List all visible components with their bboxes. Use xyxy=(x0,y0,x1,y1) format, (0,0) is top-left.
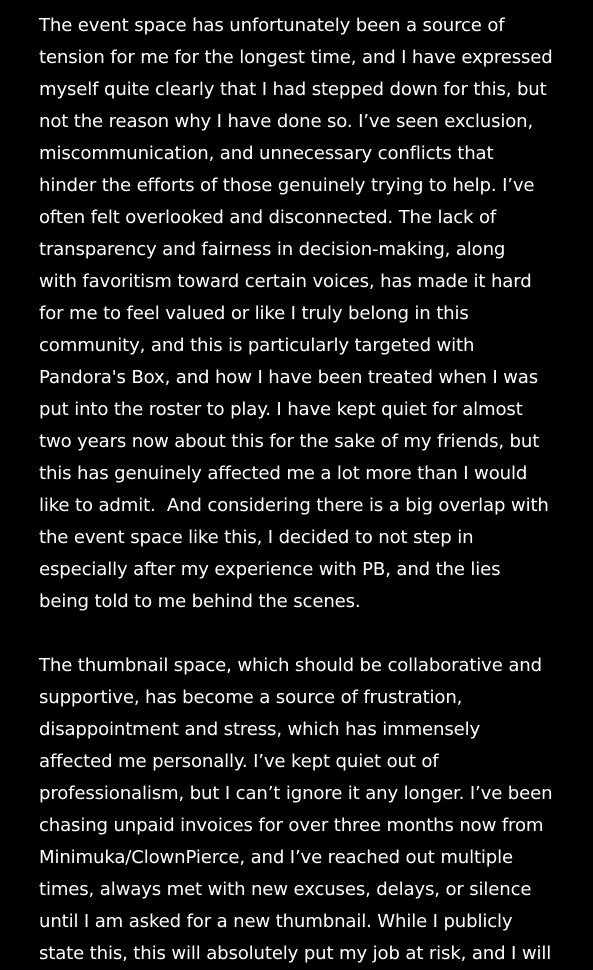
paragraph-spacer xyxy=(39,618,584,650)
text-line: miscommunication, and unnecessary conflicts that xyxy=(39,143,494,164)
text-line: for me to feel valued or like I truly belong in this xyxy=(39,303,469,324)
text-line: hinder the efforts of those genuinely trying to help. I’ve xyxy=(39,175,535,196)
text-line: not the reason why I have done so. I’ve seen exclusion, xyxy=(39,111,534,132)
text-line: disappointment and stress, which has immensely xyxy=(39,719,481,740)
text-line: professionalism, but I can’t ignore it any longer. I’ve been xyxy=(39,783,553,804)
text-line: the event space like this, I decided to not step in xyxy=(39,527,474,548)
text-line: tension for me for the longest time, and I have expressed xyxy=(39,47,553,68)
text-line: community, and this is particularly targeted with xyxy=(39,335,475,356)
text-line: The event space has unfortunately been a source of xyxy=(39,15,505,36)
text-line: put into the roster to play. I have kept quiet for almost xyxy=(39,399,523,420)
paragraph-event-space xyxy=(39,10,584,618)
text-line: chasing unpaid invoices for over three months now from xyxy=(39,815,544,836)
text-line: especially after my experience with PB, and the lies xyxy=(39,559,501,580)
text-line: supportive, has become a source of frustration, xyxy=(39,687,463,708)
text-line: state this, this will absolutely put my job at risk, and I will xyxy=(39,943,552,964)
paragraph-thumbnail-space xyxy=(39,650,584,970)
text-line: Minimuka/ClownPierce, and I’ve reached out multiple xyxy=(39,847,513,868)
text-line: this has genuinely affected me a lot more than I would xyxy=(39,463,528,484)
text-line: Pandora's Box, and how I have been treated when I was xyxy=(39,367,538,388)
text-line: two years now about this for the sake of my friends, but xyxy=(39,431,540,452)
text-line: often felt overlooked and disconnected. The lack of xyxy=(39,207,497,228)
text-line: transparency and fairness in decision-making, along xyxy=(39,239,506,260)
text-line: myself quite clearly that I had stepped down for this, but xyxy=(39,79,547,100)
text-line: The thumbnail space, which should be collaborative and xyxy=(39,655,542,676)
text-line: like to admit. And considering there is a big overlap with xyxy=(39,495,549,516)
text-line: affected me personally. I’ve kept quiet out of xyxy=(39,751,439,772)
text-line: times, always met with new excuses, delays, or silence xyxy=(39,879,532,900)
text-line: until I am asked for a new thumbnail. While I publicly xyxy=(39,911,513,932)
document-body xyxy=(39,10,584,970)
text-line: being told to me behind the scenes. xyxy=(39,591,361,612)
text-line: with favoritism toward certain voices, has made it hard xyxy=(39,271,532,292)
